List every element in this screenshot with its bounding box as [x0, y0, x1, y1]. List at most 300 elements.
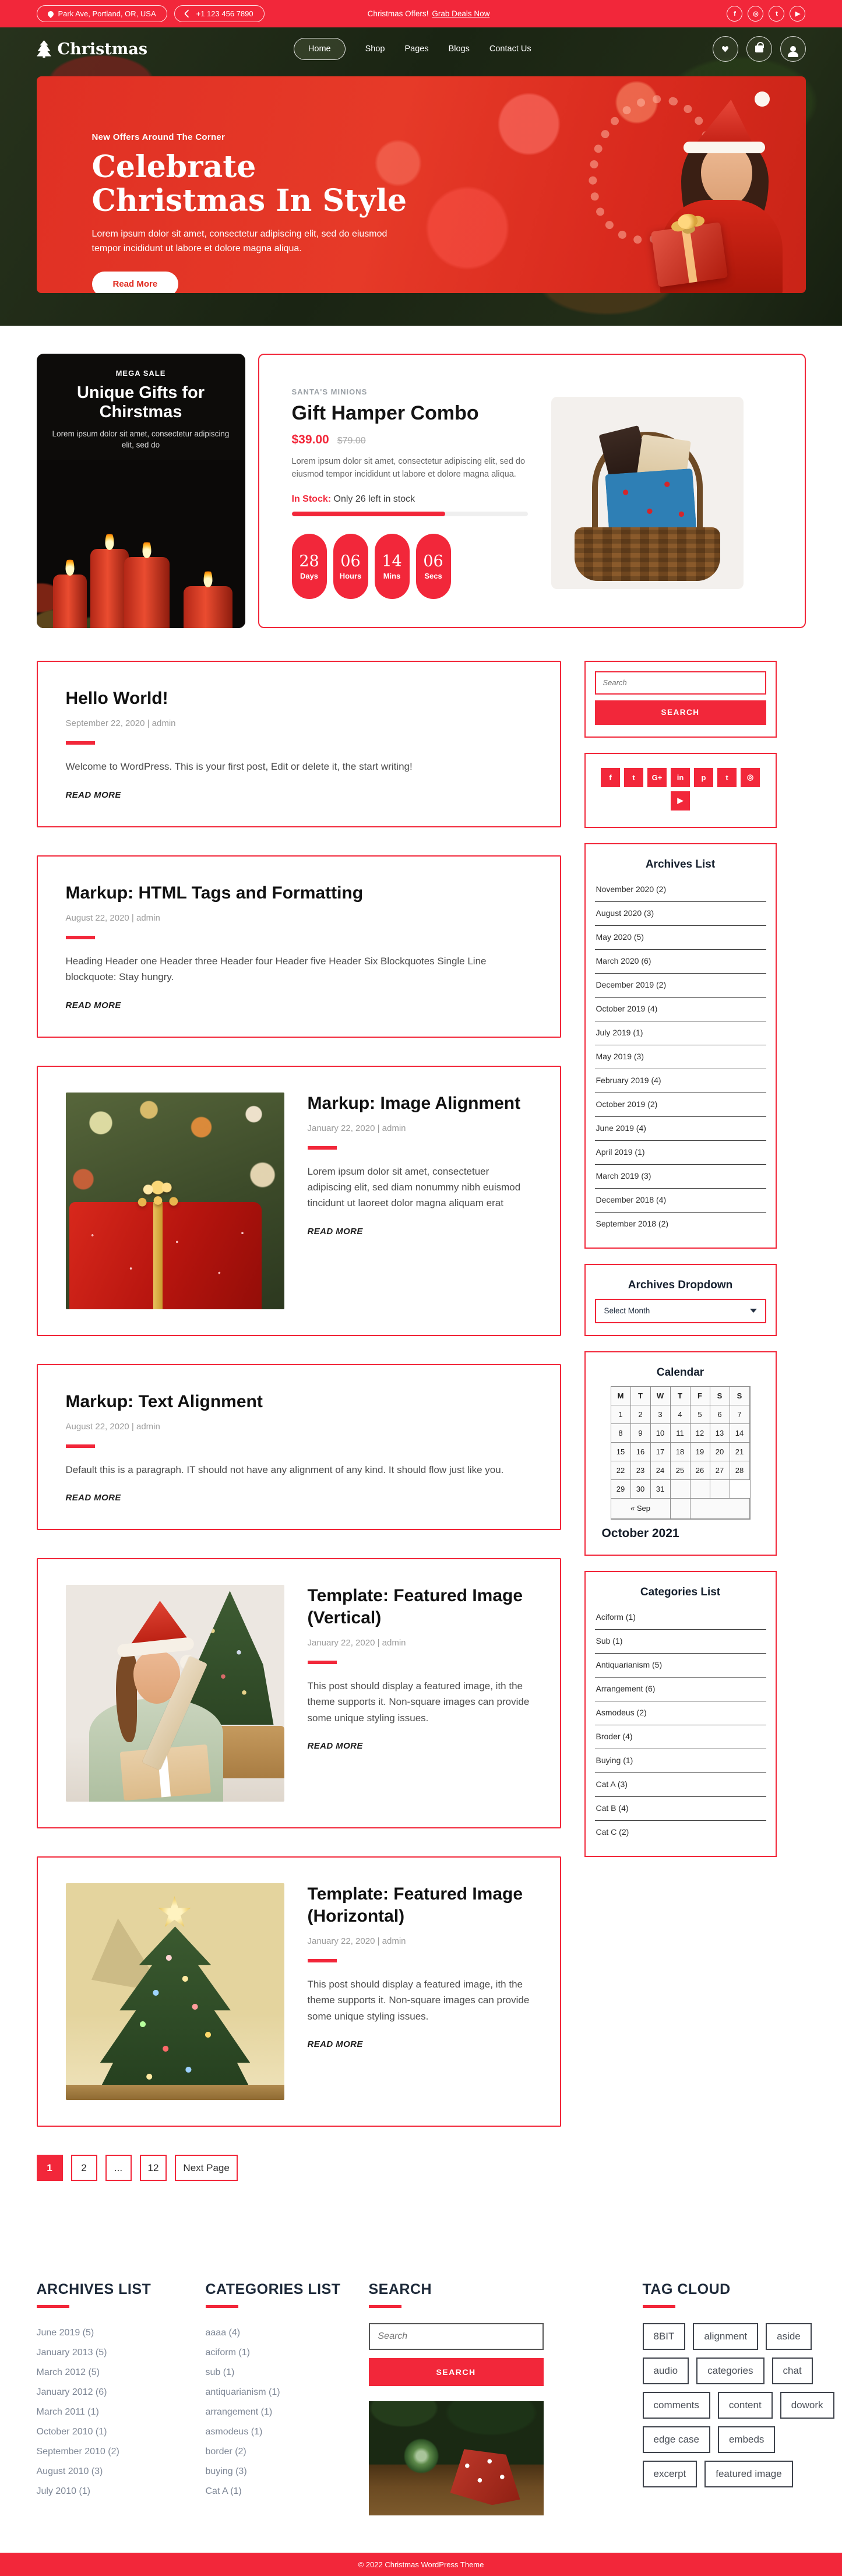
- post-excerpt: Lorem ipsum dolor sit amet, consectetuer adipiscing elit, sed diam nonummy nibh euismod tincidunt ut laoreet dolor magna aliquam erat: [307, 1166, 521, 1209]
- widget-title: Categories List: [640, 1585, 721, 1598]
- footer-category-item: [206, 2442, 346, 2462]
- archive-item: [595, 998, 766, 1021]
- read-more-link[interactable]: READ MORE: [65, 1000, 121, 1010]
- search-widget: [584, 661, 777, 738]
- heading-underline: [369, 2305, 401, 2308]
- calendar-day: 2: [630, 1405, 651, 1424]
- copyright-bar: [0, 2553, 842, 2576]
- category-link[interactable]: Broder (4): [596, 1731, 633, 1741]
- countdown-value: 14: [382, 552, 402, 570]
- heading-underline: [37, 2305, 69, 2308]
- footer-archive-item: [37, 2442, 182, 2462]
- category-item: [595, 1701, 766, 1725]
- mega-sale-text: Lorem ipsum dolor sit amet, consectetur adipiscing elit, sed do: [52, 429, 230, 450]
- footer-tagcloud-column: [643, 2281, 835, 2515]
- archives-dropdown-select[interactable]: [595, 1299, 766, 1323]
- post-excerpt: Heading Header one Header three Header four Header five Header Six Blockquotes Single Line blockquote: Stay hungry.: [65, 956, 487, 983]
- footer-archive-link[interactable]: March 2011 (1): [36, 2407, 99, 2418]
- search-input[interactable]: [595, 671, 766, 695]
- calendar-day: 29: [611, 1479, 631, 1499]
- calendar-table: [611, 1386, 751, 1520]
- social-widget: [584, 753, 777, 828]
- post-divider: [308, 1661, 337, 1664]
- calendar-weekday: T: [630, 1386, 651, 1405]
- category-item: [595, 1678, 766, 1701]
- product-old-price: $79.00: [337, 436, 366, 446]
- post-title[interactable]: Markup: Image Alignment: [307, 1093, 521, 1113]
- category-item: [595, 1725, 766, 1749]
- read-more-button[interactable]: Read More: [92, 272, 179, 293]
- category-item: [595, 1773, 766, 1797]
- footer-archive-item: [37, 2383, 182, 2402]
- post-card-featured-vertical: [37, 1558, 561, 1828]
- archive-item: [595, 1045, 766, 1069]
- tag-link[interactable]: categories: [696, 2357, 764, 2384]
- select-value: Select Month: [604, 1306, 650, 1316]
- calendar-day: 27: [710, 1461, 730, 1480]
- christmas-tree-icon: [37, 40, 52, 58]
- facebook-icon[interactable]: f: [727, 6, 742, 22]
- footer-archives-column: [37, 2281, 182, 2515]
- calendar-day: 15: [611, 1442, 631, 1461]
- archive-link[interactable]: March 2019 (3): [596, 1171, 651, 1180]
- read-more-link[interactable]: READ MORE: [307, 1740, 363, 1751]
- category-link[interactable]: Antiquarianism (5): [596, 1659, 663, 1669]
- footer-archive-link[interactable]: September 2010 (2): [36, 2447, 119, 2457]
- archive-item: [595, 1093, 766, 1117]
- category-link[interactable]: Cat C (2): [596, 1827, 629, 1837]
- youtube-icon[interactable]: ▶: [671, 791, 690, 810]
- archive-link[interactable]: June 2019 (4): [596, 1123, 646, 1133]
- calendar-day: 18: [670, 1442, 690, 1461]
- calendar-weekday: T: [670, 1386, 690, 1405]
- category-link[interactable]: Aciform (1): [596, 1612, 636, 1622]
- calendar-day: 10: [650, 1423, 671, 1443]
- calendar-day: 30: [630, 1479, 651, 1499]
- calendar-day: 22: [611, 1461, 631, 1480]
- post-meta: August 22, 2020 | admin: [65, 1422, 160, 1432]
- nav-item[interactable]: Shop: [365, 44, 385, 54]
- category-link[interactable]: Sub (1): [596, 1636, 623, 1645]
- calendar-day: 13: [710, 1423, 730, 1443]
- footer-archive-link[interactable]: August 2010 (3): [36, 2466, 103, 2477]
- footer-heading: CATEGORIES LIST: [205, 2281, 341, 2298]
- post-divider: [66, 1444, 95, 1448]
- tag-link[interactable]: 8BIT: [643, 2323, 686, 2350]
- calendar-day: 12: [690, 1423, 710, 1443]
- site-logo[interactable]: [37, 40, 148, 58]
- footer-search-column: [369, 2281, 619, 2515]
- archive-item: [595, 1117, 766, 1141]
- wishlist-icon[interactable]: [713, 36, 738, 62]
- twitter-icon[interactable]: t: [769, 6, 784, 22]
- post-meta: August 22, 2020 | admin: [65, 913, 160, 924]
- footer-category-link[interactable]: antiquarianism (1): [205, 2387, 280, 2398]
- category-link[interactable]: Cat A (3): [596, 1779, 628, 1789]
- archive-link[interactable]: August 2020 (3): [596, 908, 654, 918]
- calendar-day: 23: [630, 1461, 651, 1480]
- tag-link[interactable]: alignment: [693, 2323, 758, 2350]
- calendar-day: 21: [730, 1442, 750, 1461]
- archive-link[interactable]: July 2019 (1): [596, 1027, 643, 1037]
- main-navbar: [37, 27, 806, 71]
- calendar-weekday: S: [710, 1386, 730, 1405]
- read-more-link[interactable]: READ MORE: [307, 2039, 363, 2049]
- tag-link[interactable]: excerpt: [643, 2461, 697, 2487]
- footer-category-link[interactable]: Cat A (1): [205, 2486, 242, 2497]
- footer-heading: TAG CLOUD: [642, 2281, 731, 2298]
- nav-item[interactable]: Pages: [404, 44, 429, 54]
- calendar-day: 31: [650, 1479, 671, 1499]
- google-plus-icon[interactable]: G+: [647, 768, 667, 787]
- footer-category-link[interactable]: buying (3): [205, 2466, 247, 2477]
- post-title[interactable]: Markup: HTML Tags and Formatting: [65, 883, 364, 903]
- linkedin-icon[interactable]: in: [671, 768, 690, 787]
- stock-status: [292, 494, 528, 505]
- hero-text: Lorem ipsum dolor sit amet, consectetur adipiscing elit, sed do eiusmod tempor incididunt ut labore et dolore magna aliqua.: [91, 229, 387, 254]
- footer-category-item: [206, 2422, 346, 2442]
- category-item: [595, 1821, 766, 1844]
- archives-dropdown-widget: [584, 1264, 777, 1336]
- footer-categories-column: [206, 2281, 346, 2515]
- footer-archive-item: [37, 2323, 182, 2343]
- tag-link[interactable]: aside: [766, 2323, 812, 2350]
- facebook-icon[interactable]: f: [601, 768, 620, 787]
- category-link[interactable]: Buying (1): [596, 1755, 633, 1765]
- product-kicker: SANTA'S MINIONS: [291, 387, 368, 396]
- footer-archive-item: [37, 2363, 182, 2383]
- read-more-link[interactable]: READ MORE: [65, 790, 121, 800]
- hero-photo-woman-with-gift: [452, 76, 805, 293]
- bag-icon: [755, 45, 763, 52]
- post-featured-image-unwrapping[interactable]: [66, 1585, 284, 1802]
- mega-sale-title: Unique Gifts for Chirstmas: [76, 383, 205, 422]
- calendar-caption: October 2021: [601, 1526, 679, 1540]
- topbar: [0, 0, 842, 27]
- countdown-pill: [333, 534, 368, 599]
- stock-progress-bar: [292, 512, 528, 516]
- topbar-social: [727, 6, 805, 22]
- twitter-icon[interactable]: t: [624, 768, 643, 787]
- tag-link[interactable]: embeds: [718, 2426, 775, 2453]
- search-button[interactable]: SEARCH: [595, 700, 766, 725]
- countdown-value: 06: [423, 552, 443, 570]
- calendar-weekday: S: [730, 1386, 750, 1405]
- calendar-day: [690, 1479, 710, 1499]
- phone-text: +1 123 456 7890: [196, 9, 253, 18]
- instagram-icon[interactable]: ◎: [748, 6, 763, 22]
- tumblr-icon[interactable]: t: [717, 768, 737, 787]
- cart-icon[interactable]: [746, 36, 772, 62]
- countdown-unit: Mins: [383, 571, 401, 580]
- calendar-weekday: W: [650, 1386, 671, 1405]
- calendar-day: 5: [690, 1405, 710, 1424]
- calendar-day: [670, 1479, 690, 1499]
- pinterest-icon[interactable]: p: [694, 768, 713, 787]
- footer-category-item: [206, 2402, 346, 2422]
- calendar-day: 20: [710, 1442, 730, 1461]
- stock-label: In Stock:: [291, 494, 332, 504]
- gift-hamper-image: [551, 397, 744, 589]
- calendar-day: 9: [630, 1423, 651, 1443]
- categories-list-widget: [584, 1571, 777, 1857]
- nav-actions: [713, 36, 806, 62]
- nav-item[interactable]: Blogs: [448, 44, 470, 54]
- tag-link[interactable]: comments: [643, 2392, 710, 2419]
- footer-archive-link[interactable]: July 2010 (1): [36, 2486, 90, 2497]
- post-meta: September 22, 2020 | admin: [65, 718, 176, 729]
- offer-text: Christmas Offers!: [367, 9, 429, 18]
- footer-search-input[interactable]: [369, 2323, 544, 2350]
- category-item: [595, 1630, 766, 1654]
- calendar-day: 8: [611, 1423, 631, 1443]
- youtube-icon[interactable]: ▶: [790, 6, 805, 22]
- post-divider: [66, 741, 95, 745]
- archive-item: [595, 1141, 766, 1165]
- footer-category-link[interactable]: asmodeus (1): [205, 2427, 263, 2437]
- footer-archive-item: [37, 2482, 182, 2501]
- hero-banner: [37, 76, 806, 293]
- product-title[interactable]: Gift Hamper Combo: [291, 402, 479, 424]
- countdown-timer: [292, 534, 528, 599]
- post-title[interactable]: Template: Featured Image (Horizontal): [307, 1884, 523, 1926]
- footer-ornaments-image: [369, 2401, 544, 2515]
- countdown-value: 06: [340, 552, 361, 570]
- category-item: [595, 1606, 766, 1630]
- offer-banner: [368, 9, 490, 18]
- page-link[interactable]: ...: [105, 2155, 132, 2181]
- archive-link[interactable]: May 2019 (3): [596, 1051, 644, 1061]
- next-page-link[interactable]: Next Page: [175, 2155, 237, 2181]
- tag-link[interactable]: audio: [643, 2357, 689, 2384]
- red-candles-image: [37, 460, 245, 628]
- footer-category-item: [206, 2383, 346, 2402]
- footer-archive-link[interactable]: October 2010 (1): [36, 2427, 107, 2437]
- copyright-text: © 2022 Christmas WordPress Theme: [358, 2560, 484, 2569]
- calendar-widget: [584, 1351, 777, 1556]
- hero-kicker: New Offers Around The Corner: [91, 132, 226, 142]
- mega-sale-kicker: MEGA SALE: [115, 369, 166, 378]
- countdown-unit: Days: [300, 571, 319, 580]
- product-price: $39.00: [291, 433, 329, 446]
- instagram-icon[interactable]: ◎: [741, 768, 760, 787]
- footer-heading: SEARCH: [368, 2281, 432, 2298]
- post-excerpt: Welcome to WordPress. This is your first post, Edit or delete it, the start writing!: [65, 761, 413, 773]
- calendar-weekday: F: [690, 1386, 710, 1405]
- footer-archive-link[interactable]: March 2012 (5): [36, 2367, 100, 2378]
- footer-archive-item: [37, 2422, 182, 2442]
- promo-section: [37, 354, 806, 628]
- footer-category-link[interactable]: sub (1): [205, 2367, 235, 2378]
- calendar-day: 25: [670, 1461, 690, 1480]
- address-pill[interactable]: [37, 5, 167, 22]
- countdown-pill: [292, 534, 327, 599]
- archives-list-widget: [584, 843, 777, 1249]
- tag-link[interactable]: featured image: [704, 2461, 792, 2487]
- countdown-unit: Hours: [339, 571, 362, 580]
- post-title[interactable]: Template: Featured Image (Vertical): [307, 1586, 523, 1627]
- calendar-day: 24: [650, 1461, 671, 1480]
- tag-link[interactable]: chat: [772, 2357, 813, 2384]
- archive-link[interactable]: May 2020 (5): [596, 932, 644, 942]
- post-card-hello-world: [37, 661, 561, 827]
- archive-item: [595, 926, 766, 950]
- footer-archive-link[interactable]: January 2012 (6): [36, 2387, 107, 2398]
- archive-link[interactable]: December 2019 (2): [596, 979, 667, 989]
- calendar-day: 26: [690, 1461, 710, 1480]
- post-card-html-tags: [37, 855, 561, 1038]
- archive-item: [595, 1069, 766, 1093]
- calendar-day: 6: [710, 1405, 730, 1424]
- post-excerpt: This post should display a featured image, ith the theme supports it. Non-square images can provide some unique styling issues.: [307, 1680, 530, 1724]
- archive-link[interactable]: September 2018 (2): [596, 1218, 669, 1228]
- gift-hamper-card: [258, 354, 806, 628]
- sidebar: [584, 661, 777, 1872]
- archive-item: [595, 1021, 766, 1045]
- post-card-featured-horizontal: [37, 1856, 561, 2127]
- archive-item: [595, 950, 766, 974]
- page-current[interactable]: 1: [37, 2155, 63, 2181]
- archive-link[interactable]: February 2019 (4): [596, 1075, 661, 1085]
- account-icon[interactable]: [780, 36, 806, 62]
- archive-link[interactable]: March 2020 (6): [596, 956, 651, 965]
- location-pin-icon: [46, 9, 54, 17]
- hero-content: [37, 76, 410, 293]
- category-link[interactable]: Cat B (4): [596, 1803, 629, 1813]
- calendar-day: 19: [690, 1442, 710, 1461]
- archive-item: [595, 974, 766, 998]
- page-link[interactable]: 2: [71, 2155, 97, 2181]
- footer-heading: ARCHIVES LIST: [36, 2281, 152, 2298]
- post-title[interactable]: Hello World!: [65, 688, 168, 708]
- footer-category-link[interactable]: aaaa (4): [205, 2328, 241, 2338]
- footer-category-item: [206, 2462, 346, 2482]
- archive-link[interactable]: October 2019 (2): [596, 1099, 658, 1109]
- calendar-day: 7: [730, 1405, 750, 1424]
- footer-archive-item: [37, 2402, 182, 2422]
- footer-search-button[interactable]: SEARCH: [369, 2358, 544, 2386]
- calendar-empty-cell: [670, 1498, 690, 1519]
- footer-category-link[interactable]: border (2): [205, 2447, 246, 2457]
- footer-category-item: [206, 2343, 346, 2363]
- archive-item: [595, 1213, 766, 1236]
- user-icon: [790, 46, 796, 52]
- calendar-day: 28: [730, 1461, 750, 1480]
- phone-pill[interactable]: [174, 5, 265, 22]
- post-divider: [66, 936, 95, 939]
- heading-underline: [643, 2305, 675, 2308]
- page-link[interactable]: 12: [140, 2155, 167, 2181]
- tag-link[interactable]: dowork: [780, 2392, 834, 2419]
- category-item: [595, 1654, 766, 1678]
- post-card-image-alignment: [37, 1066, 561, 1336]
- chevron-down-icon: [750, 1309, 757, 1313]
- address-text: Park Ave, Portland, OR, USA: [58, 9, 156, 18]
- post-featured-image-gift-box[interactable]: [66, 1093, 284, 1309]
- widget-title: Archives Dropdown: [628, 1278, 733, 1291]
- countdown-pill: [375, 534, 410, 599]
- calendar-empty-cell: [690, 1498, 750, 1519]
- widget-title: Archives List: [645, 858, 716, 871]
- archive-link[interactable]: December 2018 (4): [596, 1194, 667, 1204]
- calendar-day: 4: [670, 1405, 690, 1424]
- footer-archive-item: [37, 2462, 182, 2482]
- footer-category-link[interactable]: arrangement (1): [205, 2407, 273, 2418]
- nav-item-home[interactable]: Home: [294, 38, 346, 60]
- post-divider: [308, 1146, 337, 1150]
- calendar-day: [710, 1479, 730, 1499]
- calendar-day: 16: [630, 1442, 651, 1461]
- calendar-day: 11: [670, 1423, 690, 1443]
- post-card-text-alignment: [37, 1364, 561, 1531]
- category-link[interactable]: Asmodeus (2): [596, 1707, 647, 1717]
- header-hero-section: [0, 27, 842, 326]
- post-excerpt: Default this is a paragraph. IT should not have any alignment of any kind. It should flow just like you.: [65, 1464, 504, 1475]
- heading-underline: [206, 2305, 238, 2308]
- post-meta: January 22, 2020 | admin: [307, 1638, 406, 1648]
- topbar-contact: [37, 5, 265, 22]
- post-divider: [308, 1959, 337, 1962]
- footer-archive-item: [37, 2343, 182, 2363]
- post-title[interactable]: Markup: Text Alignment: [65, 1391, 263, 1411]
- tag-link[interactable]: edge case: [643, 2426, 710, 2453]
- product-description: Lorem ipsum dolor sit amet, consectetur adipiscing elit, sed do eiusmod tempor incididunt ut labore et dolore magna aliqua.: [291, 457, 526, 480]
- post-featured-image-christmas-tree[interactable]: [66, 1883, 284, 2100]
- archive-item: [595, 902, 766, 926]
- calendar-day: 17: [650, 1442, 671, 1461]
- pagination: [37, 2155, 561, 2181]
- mega-sale-card[interactable]: [37, 354, 245, 628]
- countdown-value: 28: [299, 552, 319, 570]
- post-meta: January 22, 2020 | admin: [307, 1936, 406, 1947]
- archive-link[interactable]: November 2020 (2): [596, 884, 667, 894]
- phone-icon: [184, 9, 193, 19]
- footer-category-item: [206, 2323, 346, 2343]
- footer-archive-link[interactable]: June 2019 (5): [36, 2328, 94, 2338]
- site-title: Christmas: [57, 40, 148, 58]
- hero-title: Celebrate Christmas In Style: [91, 149, 407, 219]
- grab-deals-link[interactable]: Grab Deals Now: [432, 9, 490, 18]
- read-more-link[interactable]: READ MORE: [307, 1226, 363, 1236]
- footer-category-item: [206, 2482, 346, 2501]
- archive-link[interactable]: October 2019 (4): [596, 1003, 658, 1013]
- archive-item: [595, 1165, 766, 1189]
- footer-category-link[interactable]: aciform (1): [205, 2348, 250, 2358]
- main-content: [37, 661, 806, 2216]
- category-item: [595, 1749, 766, 1773]
- archive-link[interactable]: April 2019 (1): [596, 1147, 645, 1157]
- calendar-weekday: M: [611, 1386, 631, 1405]
- footer-category-item: [206, 2363, 346, 2383]
- countdown-unit: Secs: [424, 571, 442, 580]
- calendar-day: 3: [650, 1405, 671, 1424]
- calendar-prev-month-link[interactable]: « Sep: [611, 1498, 671, 1519]
- post-excerpt: This post should display a featured image, ith the theme supports it. Non-square images can provide some unique styling issues.: [307, 1979, 530, 2022]
- widget-title: Calendar: [656, 1366, 704, 1379]
- post-meta: January 22, 2020 | admin: [307, 1123, 406, 1133]
- read-more-link[interactable]: READ MORE: [65, 1493, 121, 1503]
- posts-column: [37, 661, 561, 2216]
- footer: [0, 2239, 842, 2553]
- nav-menu: [294, 38, 531, 60]
- archive-item: [595, 1189, 766, 1213]
- nav-item[interactable]: Contact Us: [489, 44, 531, 54]
- tag-link[interactable]: content: [718, 2392, 773, 2419]
- footer-archive-link[interactable]: January 2013 (5): [36, 2348, 107, 2358]
- archive-item: [595, 878, 766, 902]
- heart-icon: [722, 46, 729, 52]
- category-link[interactable]: Arrangement (6): [596, 1683, 656, 1693]
